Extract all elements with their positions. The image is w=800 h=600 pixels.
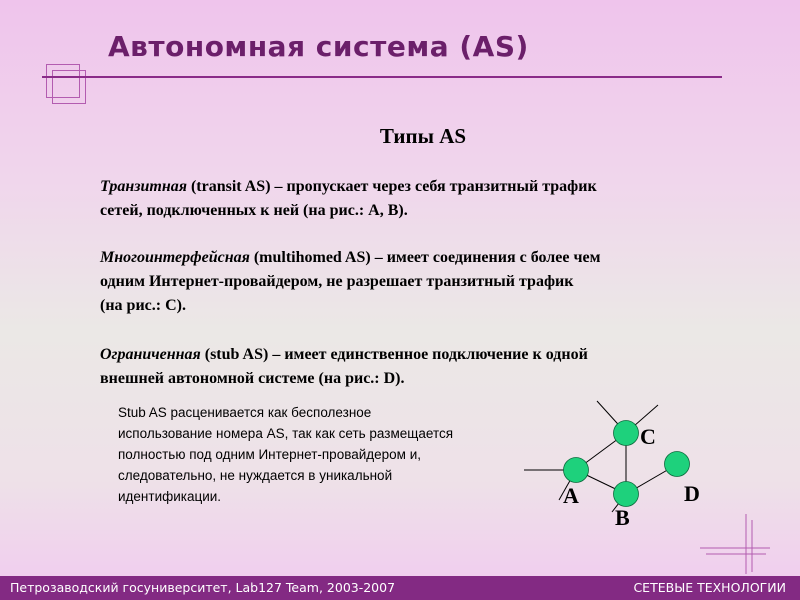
diagram-edges: [524, 401, 676, 512]
node-a: [564, 458, 589, 483]
decor-lines: [700, 514, 770, 574]
multihomed-line-3: (на рис.: C).: [100, 297, 186, 314]
note-line-4: следовательно, не нуждается в уникальной: [118, 468, 393, 483]
transit-line-2: сетей, подключенных к ней (на рис.: A, B).: [100, 202, 408, 219]
label-a: A: [563, 483, 579, 508]
stub-text: (stub AS) – имеет единственное подключение к одной: [200, 346, 588, 363]
note-line-2: использование номера AS, так как сеть размещается: [118, 426, 454, 441]
slide-subtitle: Типы AS: [379, 124, 467, 148]
label-b: B: [615, 505, 630, 530]
node-b: [614, 482, 639, 507]
multihomed-text: (multihomed AS) – имеет соединения с более чем: [249, 249, 601, 266]
multihomed-term: Многоинтерфейсная: [100, 249, 250, 266]
stub-line-2: внешней автономной системе (на рис.: D).: [100, 370, 405, 387]
note-line-1: Stub AS расценивается как бесполезное: [118, 405, 372, 420]
stub-term: Ограниченная: [100, 346, 201, 363]
footer-right: СЕТЕВЫЕ ТЕХНОЛОГИИ: [633, 580, 786, 595]
node-d: [665, 452, 690, 477]
slide-title: Автономная система (AS): [108, 30, 529, 63]
node-c: [614, 421, 639, 446]
transit-text: (transit AS) – пропускает через себя транзитный трафик: [186, 178, 597, 195]
label-d: D: [684, 481, 700, 506]
note-line-5: идентификации.: [118, 489, 222, 504]
label-c: C: [640, 424, 656, 449]
note-line-3: полностью под одним Интернет-провайдером и,: [118, 447, 421, 462]
footer-left: Петрозаводский госуниверситет, Lab127 Team, 2003-2007: [10, 580, 396, 595]
transit-term: Транзитная: [100, 178, 187, 195]
multihomed-line-2: одним Интернет-провайдером, не разрешает транзитный трафик: [100, 273, 574, 290]
footer-bar: [0, 576, 800, 600]
